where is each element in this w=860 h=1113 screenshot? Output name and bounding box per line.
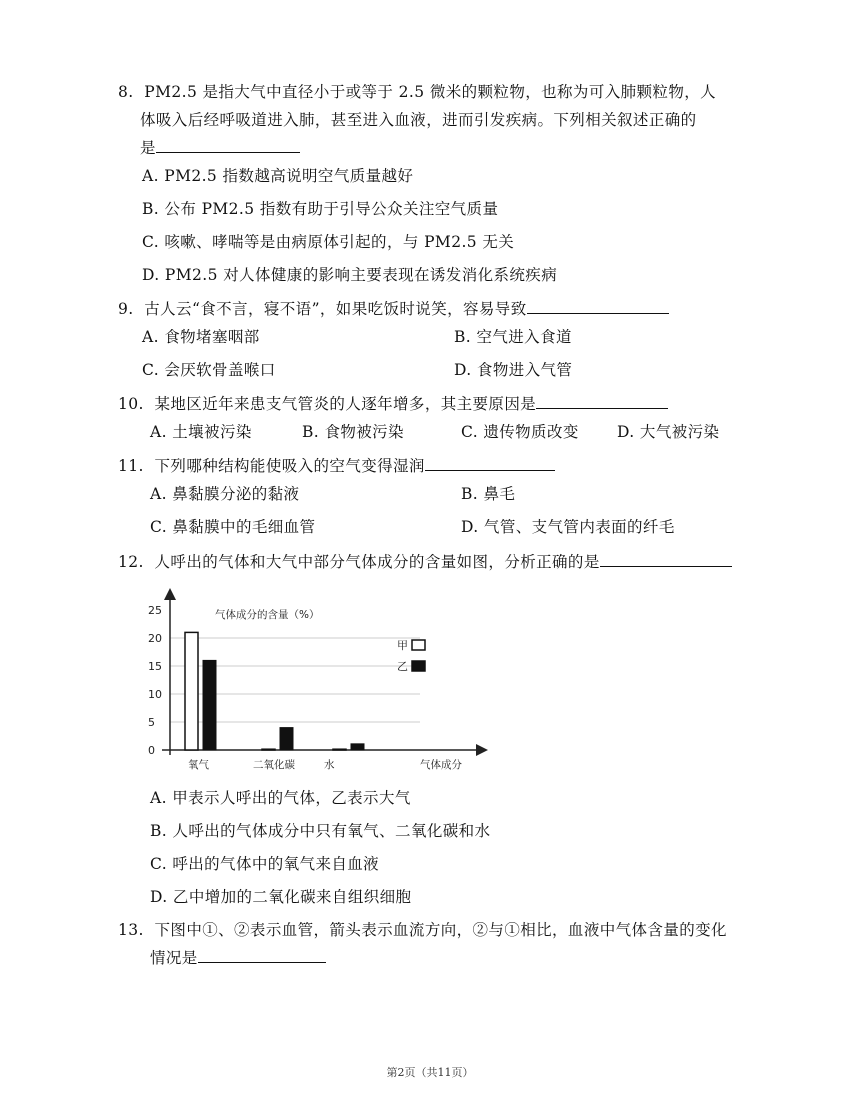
question-number: 10.	[118, 395, 144, 413]
question-number: 13.	[118, 921, 144, 939]
page-footer: 第2页（共11页）	[386, 1066, 474, 1079]
question-12-text: 人呼出的气体和大气中部分气体成分的含量如图，分析正确的是	[154, 553, 600, 571]
question-8-text-1: PM2.5 是指大气中直径小于或等于 2.5 微米的颗粒物，也称为可入肺颗粒物，人	[144, 83, 717, 101]
question-13-line-2	[150, 945, 326, 972]
answer-blank[interactable]	[156, 151, 300, 153]
q9-option-a[interactable]: A. 食物堵塞咽部	[142, 328, 260, 346]
question-8-text-3: 是	[140, 139, 156, 157]
question-10	[118, 391, 668, 418]
y-tick-label: 20	[148, 632, 162, 645]
bar-jia-0	[185, 632, 198, 750]
question-11	[118, 453, 555, 480]
q8-option-d[interactable]: D. PM2.5 对人体健康的影响主要表现在诱发消化系统疾病	[142, 266, 558, 284]
x-tick-label: 二氧化碳	[253, 759, 295, 771]
question-13-line-1	[118, 917, 727, 944]
x-tick-label: 水	[324, 759, 335, 771]
q10-option-a[interactable]: A. 土壤被污染	[150, 423, 252, 441]
q8-option-b[interactable]: B. 公布 PM2.5 指数有助于引导公众关注空气质量	[142, 200, 499, 218]
question-10-text: 某地区近年来患支气管炎的人逐年增多，其主要原因是	[154, 395, 537, 413]
answer-blank[interactable]	[600, 565, 732, 567]
q10-option-b[interactable]: B. 食物被污染	[302, 423, 404, 441]
legend-label-jia: 甲	[397, 639, 408, 652]
question-13-text-1: 下图中①、②表示血管，箭头表示血流方向，②与①相比，血液中气体含量的变化	[154, 921, 727, 939]
legend-swatch-yi	[412, 661, 425, 671]
q12-option-c[interactable]: C. 呼出的气体中的氧气来自血液	[150, 855, 380, 873]
q11-option-d[interactable]: D. 气管、支气管内表面的纤毛	[461, 518, 675, 536]
q10-option-d[interactable]: D. 大气被污染	[617, 423, 720, 441]
answer-blank[interactable]	[527, 312, 669, 314]
q9-option-b[interactable]: B. 空气进入食道	[454, 328, 572, 346]
question-8-text-2: 体吸入后经呼吸道进入肺，甚至进入血液，进而引发疾病。下列相关叙述正确的	[140, 111, 697, 129]
question-9-text: 古人云“食不言，寝不语”，如果吃饭时说笑，容易导致	[144, 300, 527, 318]
question-8-line-1	[118, 79, 716, 106]
bar-yi-1	[280, 728, 293, 750]
question-number: 11.	[118, 457, 144, 475]
y-tick-label: 5	[148, 716, 155, 729]
y-tick-label: 10	[148, 688, 162, 701]
x-axis-label: 气体成分	[420, 759, 462, 771]
answer-blank[interactable]	[425, 469, 555, 471]
question-12	[118, 549, 732, 576]
q11-option-a[interactable]: A. 鼻黏膜分泌的黏液	[150, 485, 300, 503]
answer-blank[interactable]	[198, 961, 326, 963]
q8-option-a[interactable]: A. PM2.5 指数越高说明空气质量越好	[142, 167, 414, 185]
q10-option-c[interactable]: C. 遗传物质改变	[461, 423, 579, 441]
legend-label-yi: 乙	[397, 660, 408, 673]
question-9	[118, 296, 669, 323]
bar-yi-0	[203, 660, 216, 750]
q11-option-b[interactable]: B. 鼻毛	[461, 485, 516, 503]
answer-blank[interactable]	[536, 407, 668, 409]
y-tick-label: 0	[148, 744, 155, 757]
q12-option-a[interactable]: A. 甲表示人呼出的气体，乙表示大气	[150, 789, 411, 807]
question-number: 8.	[118, 83, 134, 101]
bar-jia-2	[333, 749, 346, 750]
question-number: 9.	[118, 300, 134, 318]
question-8-line-3	[140, 135, 300, 162]
q8-option-c[interactable]: C. 咳嗽、哮喘等是由病原体引起的，与 PM2.5 无关	[142, 233, 515, 251]
q12-option-d[interactable]: D. 乙中增加的二氧化碳来自组织细胞	[150, 888, 412, 906]
bar-jia-1	[262, 749, 275, 750]
q9-option-c[interactable]: C. 会厌软骨盖喉口	[142, 361, 276, 379]
y-tick-label: 15	[148, 660, 162, 673]
bar-yi-2	[351, 744, 364, 750]
chart-legend	[397, 639, 425, 673]
q12-option-b[interactable]: B. 人呼出的气体成分中只有氧气、二氧化碳和水	[150, 822, 491, 840]
legend-swatch-jia	[412, 640, 425, 650]
x-tick-label: 氧气	[188, 759, 209, 771]
question-13-text-2: 情况是	[150, 949, 198, 967]
chart-title: 气体成分的含量（%）	[215, 609, 320, 621]
q9-option-d[interactable]: D. 食物进入气管	[454, 361, 573, 379]
y-tick-label: 25	[148, 604, 162, 617]
gas-composition-chart	[140, 585, 500, 780]
question-11-text: 下列哪种结构能使吸入的空气变得湿润	[154, 457, 425, 475]
question-number: 12.	[118, 553, 144, 571]
q11-option-c[interactable]: C. 鼻黏膜中的毛细血管	[150, 518, 316, 536]
